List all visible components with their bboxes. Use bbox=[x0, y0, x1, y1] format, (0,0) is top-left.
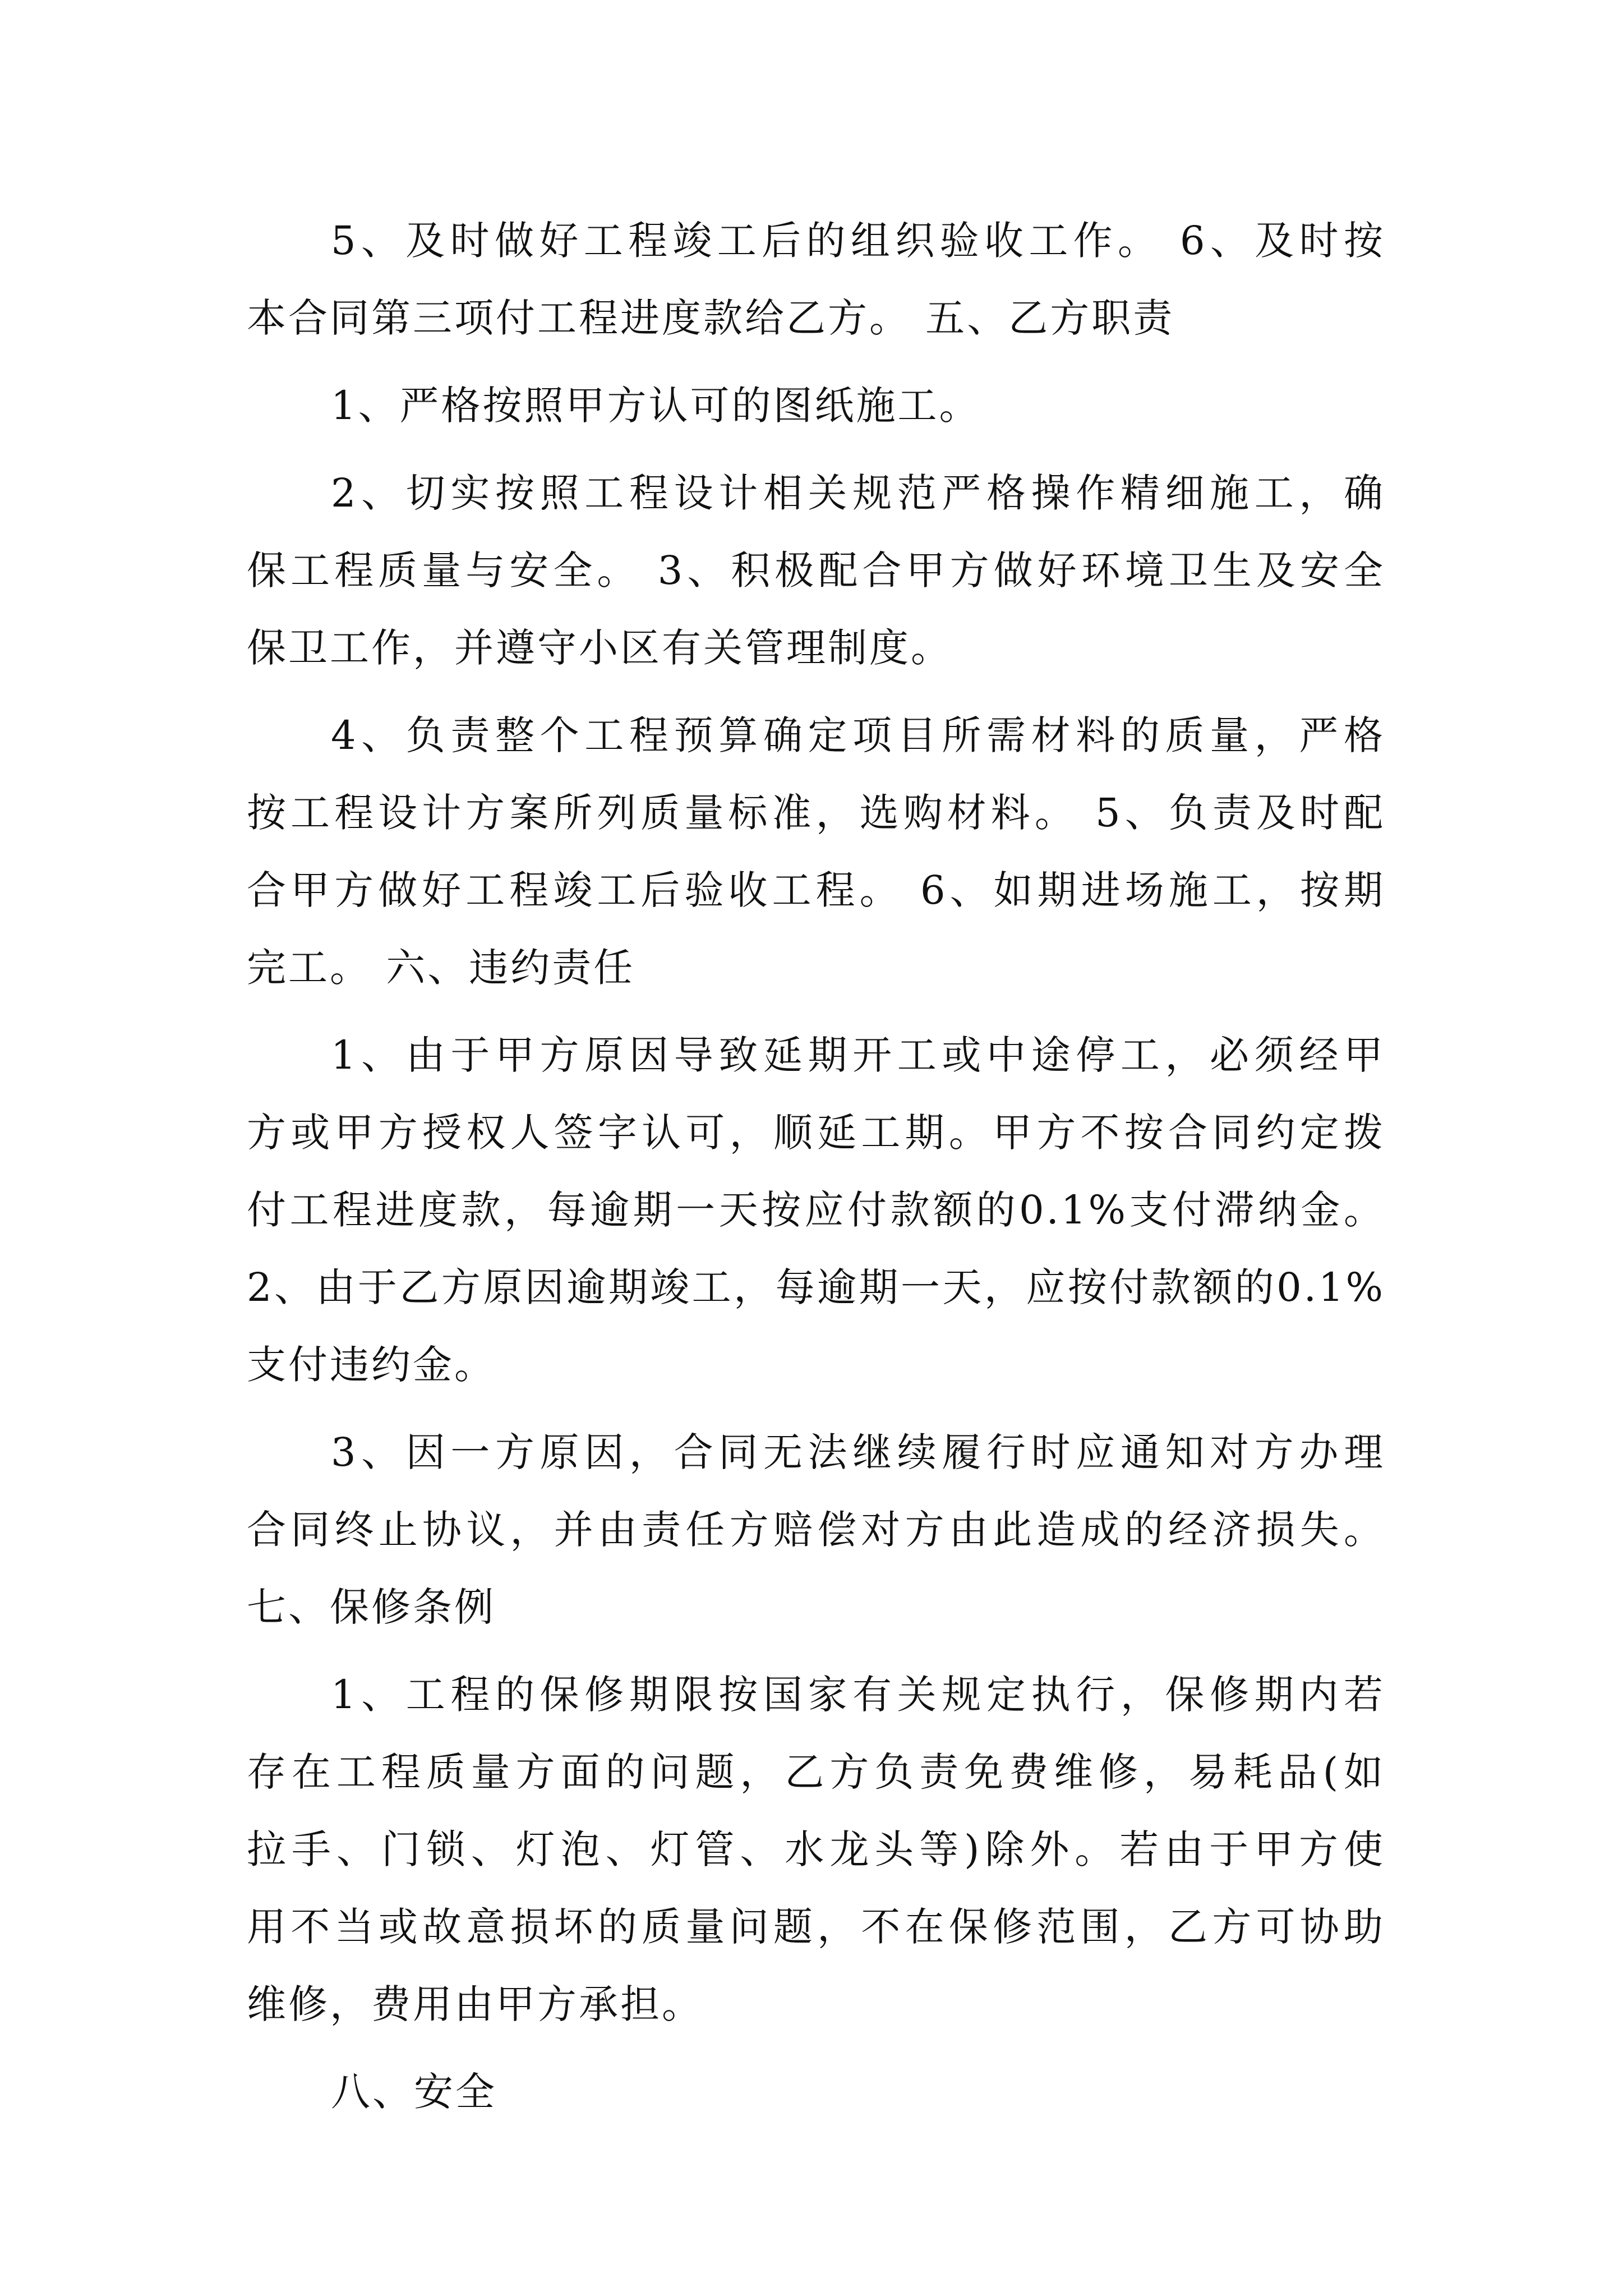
text-line: 1、由于甲方原因导致延期开工或中途停工，必须经甲 bbox=[331, 1032, 1385, 1078]
text-line: 保卫工作，并遵守小区有关管理制度。 bbox=[247, 625, 952, 671]
text-line: 保工程质量与安全。 3、积极配合甲方做好环境卫生及安全 bbox=[247, 547, 1385, 593]
text-line: 按工程设计方案所列质量标准，选购材料。 5、负责及时配 bbox=[247, 790, 1385, 836]
text-line: 方或甲方授权人签字认可，顺延工期。甲方不按合同约定拨 bbox=[247, 1110, 1385, 1156]
document-body bbox=[247, 202, 1385, 2141]
paragraph-yifang-duty-4-6 bbox=[247, 697, 1385, 1006]
text-line: 七、保修条例 bbox=[247, 1584, 496, 1630]
text-line: 八、安全 bbox=[331, 2069, 497, 2115]
paragraph-breach-1-2 bbox=[247, 1016, 1385, 1404]
text-line: 维修，费用由甲方承担。 bbox=[247, 1981, 703, 2027]
text-line: 付工程进度款，每逾期一天按应付款额的0.1%支付滞纳金。 bbox=[247, 1187, 1385, 1233]
text-line: 1、工程的保修期限按国家有关规定执行，保修期内若 bbox=[331, 1672, 1385, 1718]
text-line: 完工。 六、违约责任 bbox=[247, 945, 635, 991]
text-line: 1、严格按照甲方认可的图纸施工。 bbox=[331, 383, 981, 429]
section-heading-safety bbox=[247, 2053, 1385, 2131]
paragraph-jiafang-duties-continued bbox=[247, 202, 1385, 357]
text-line: 2、切实按照工程设计相关规范严格操作精细施工，确 bbox=[331, 470, 1385, 516]
paragraph-yifang-duty-1 bbox=[247, 367, 1385, 444]
text-line: 存在工程质量方面的问题，乙方负责免费维修，易耗品(如 bbox=[247, 1749, 1385, 1795]
paragraph-yifang-duty-2-3 bbox=[247, 454, 1385, 687]
text-line: 用不当或故意损坏的质量问题，不在保修范围，乙方可协助 bbox=[247, 1904, 1385, 1950]
text-line: 本合同第三项付工程进度款给乙方。 五、乙方职责 bbox=[247, 295, 1175, 341]
text-line: 支付违约金。 bbox=[247, 1342, 496, 1388]
paragraph-breach-3 bbox=[247, 1414, 1385, 1646]
text-line: 4、负责整个工程预算确定项目所需材料的质量，严格 bbox=[331, 712, 1385, 758]
text-line: 5、及时做好工程竣工后的组织验收工作。 6、及时按 bbox=[331, 218, 1385, 264]
text-line: 2、由于乙方原因逾期竣工，每逾期一天，应按付款额的0.1% bbox=[247, 1264, 1385, 1310]
paragraph-warranty-1 bbox=[247, 1656, 1385, 2043]
text-line: 合甲方做好工程竣工后验收工程。 6、如期进场施工，按期 bbox=[247, 867, 1385, 913]
text-line: 3、因一方原因，合同无法继续履行时应通知对方办理 bbox=[331, 1429, 1385, 1475]
text-line: 合同终止协议，并由责任方赔偿对方由此造成的经济损失。 bbox=[247, 1507, 1385, 1553]
text-line: 拉手、门锁、灯泡、灯管、水龙头等)除外。若由于甲方使 bbox=[247, 1826, 1385, 1872]
